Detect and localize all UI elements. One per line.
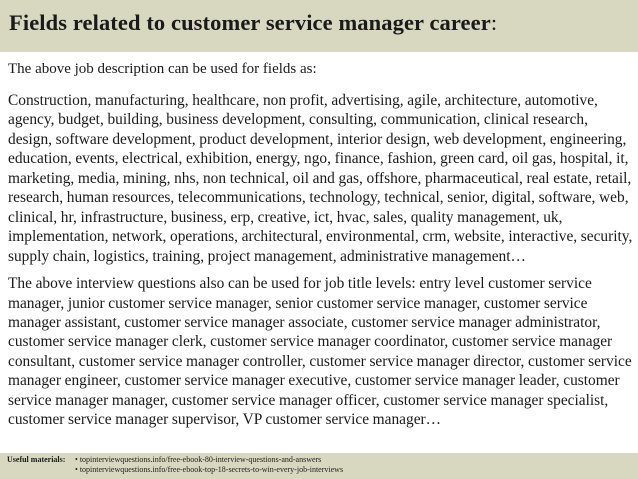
footer-link-2[interactable]: topinterviewquestions.info/free-ebook-top-18-secrets-to-win-every-job-interviews: [79, 465, 344, 474]
bullet-icon: •: [75, 455, 78, 464]
footer-row-2: [7, 465, 638, 475]
slide-title: Fields related to customer service manager career: [9, 10, 491, 35]
slide-content: [8, 60, 634, 453]
bullet-icon: •: [75, 465, 78, 474]
intro-text: The above job description can be used for fields as:: [8, 61, 317, 77]
job-titles-paragraph: The above interview questions also can be used for job title levels: entry level customer service manager, junior customer service manager, senior customer service manager, customer service manager assistant, customer service manager associate, customer service manager administrator, customer service manager clerk, customer service manager coordinator, customer service manager consultant, customer service manager controller, customer service manager director, customer service manager engineer, customer service manager executive, customer service manager leader, customer service manager manager, customer service manager officer, customer service manager specialist, customer service manager supervisor, VP customer service manager…: [8, 275, 632, 429]
footer-row-1: [7, 455, 638, 465]
fields-paragraph: Construction, manufacturing, healthcare, non profit, advertising, agile, architecture, automotive, agency, budget, building, business development, consulting, communication, clinical research, design, software development, product development, interior design, web development, engineering, education, events, electrical, exhibition, energy, ngo, finance, fashion, green card, oil gas, hospital, it, marketing, media, mining, nhs, non technical, oil and gas, offshore, pharmaceutical, real estate, retail, research, human resources, telecommunications, technology, technical, senior, digital, software, web, clinical, hr, infrastructure, business, erp, creative, ict, hvac, sales, quality management, uk, implementation, network, operations, architectural, environmental, crm, website, interactive, security, supply chain, logistics, training, project management, administrative management…: [8, 92, 633, 265]
footer-label-spacer: [7, 465, 75, 475]
footer-label: Useful materials:: [7, 455, 66, 464]
footer-link-1[interactable]: topinterviewquestions.info/free-ebook-80-interview-questions-and-answers: [79, 455, 322, 464]
slide-title-colon: :: [490, 10, 498, 35]
footer-bar: [0, 453, 638, 479]
title-bar: [0, 0, 638, 52]
